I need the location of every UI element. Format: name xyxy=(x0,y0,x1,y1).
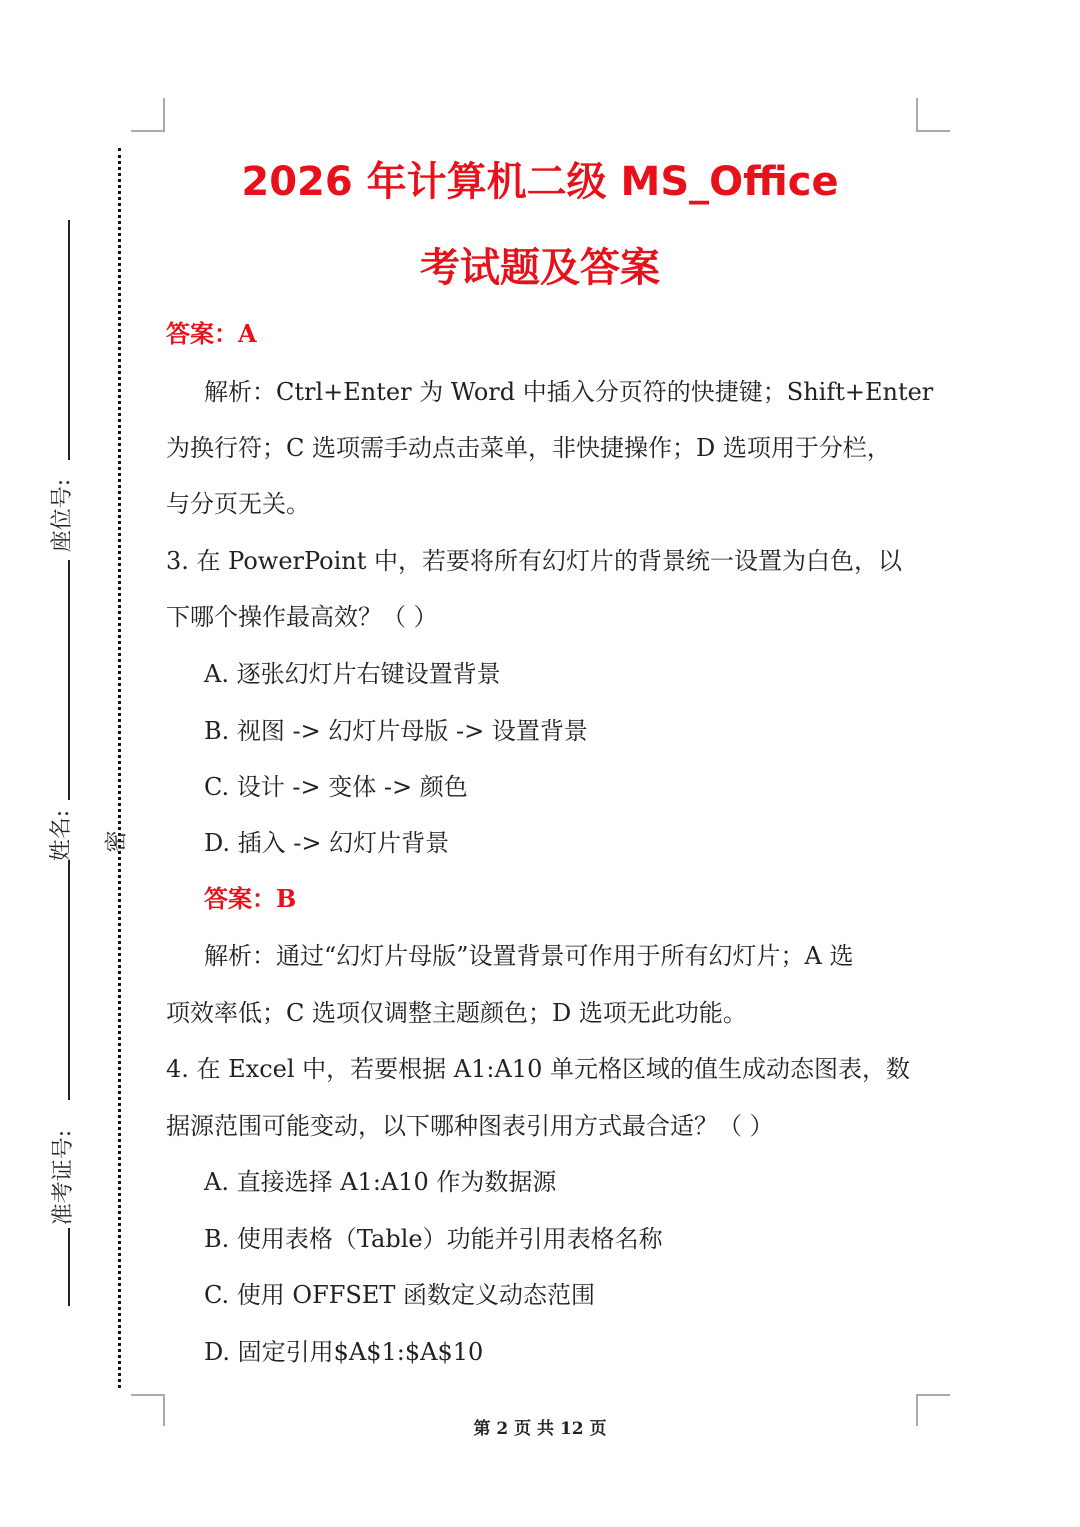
page-title-line1: 2026 年计算机二级 MS_Office xyxy=(241,159,839,205)
q4-stem-line1: 4. 在 Excel 中，若要根据 A1:A10 单元格区域的值生成动态图表，数 xyxy=(166,1055,910,1083)
name-label: 姓名: xyxy=(49,809,75,862)
page-number: 第 2 页 共 12 页 xyxy=(473,1419,607,1439)
crop-mark xyxy=(163,98,165,130)
crop-mark xyxy=(916,130,950,132)
exam-id-line xyxy=(68,1228,70,1306)
q3-answer: 答案：B xyxy=(204,884,297,913)
q4-option-c: C. 使用 OFFSET 函数定义动态范围 xyxy=(204,1281,595,1309)
q3-option-a: A. 逐张幻灯片右键设置背景 xyxy=(204,660,501,688)
exam-id-label: 准考证号: xyxy=(51,1129,77,1226)
q4-option-d: D. 固定引用$A$1:$A$10 xyxy=(204,1338,484,1366)
q3-option-b: B. 视图 -> 幻灯片母版 -> 设置背景 xyxy=(204,717,588,745)
q2-analysis-line1: 解析：Ctrl+Enter 为 Word 中插入分页符的快捷键；Shift+Enter xyxy=(204,378,934,406)
seat-label: 座位号: xyxy=(50,478,76,553)
crop-mark xyxy=(916,98,918,130)
q3-stem-line2: 下哪个操作最高效？（ ） xyxy=(166,603,438,631)
q4-stem-line2: 据源范围可能变动，以下哪种图表引用方式最合适？（ ） xyxy=(166,1112,774,1140)
crop-mark xyxy=(131,1394,165,1396)
q4-option-b: B. 使用表格（Table）功能并引用表格名称 xyxy=(204,1225,663,1253)
q3-option-d: D. 插入 -> 幻灯片背景 xyxy=(204,829,450,857)
binding-dotted-line xyxy=(118,148,121,1388)
seat-line-lower xyxy=(68,560,70,800)
q2-analysis-line3: 与分页无关。 xyxy=(166,490,310,518)
q3-analysis-line1: 解析：通过“幻灯片母版”设置背景可作用于所有幻灯片；A 选 xyxy=(204,942,854,970)
q4-option-a: A. 直接选择 A1:A10 作为数据源 xyxy=(204,1168,557,1196)
q3-stem-line1: 3. 在 PowerPoint 中，若要将所有幻灯片的背景统一设置为白色，以 xyxy=(166,547,903,575)
q2-analysis-line2: 为换行符；C 选项需手动点击菜单，非快捷操作；D 选项用于分栏， xyxy=(166,434,891,462)
name-line-lower xyxy=(68,860,70,1100)
seal-char: 密 xyxy=(104,830,130,853)
q3-option-c: C. 设计 -> 变体 -> 颜色 xyxy=(204,773,468,801)
q3-analysis-line2: 项效率低；C 选项仅调整主题颜色；D 选项无此功能。 xyxy=(166,999,747,1027)
page-title-line2: 考试题及答案 xyxy=(420,245,660,291)
crop-mark xyxy=(916,1394,950,1396)
crop-mark xyxy=(131,130,165,132)
q2-answer: 答案：A xyxy=(166,319,257,348)
